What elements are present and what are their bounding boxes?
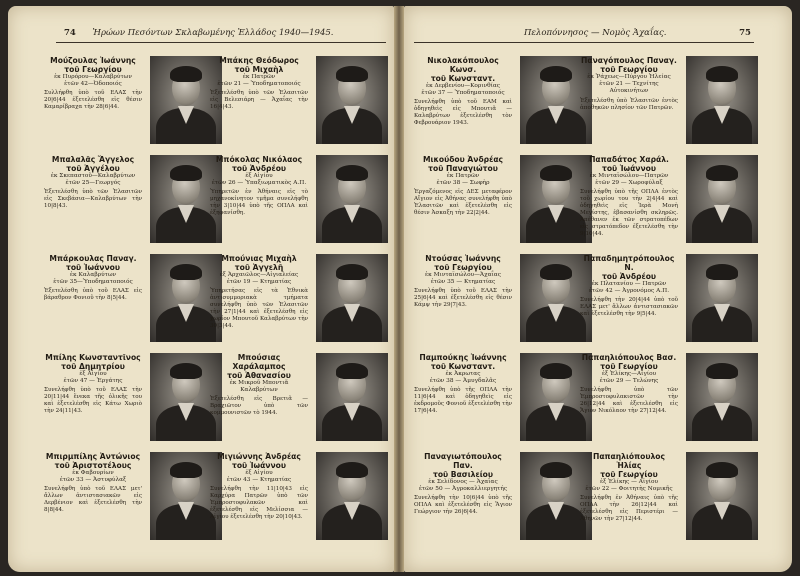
origin: ἐκ Φαβουρίων bbox=[72, 470, 114, 476]
biography: Συνελήφθη ὑπὸ τοῦ ΕΑΜ καὶ ὁδηγηθεὶς εἰς Μπουτιᾶ — Καλαβρύτων ἐξετελέσθη τὸν Φεβρουάριον 1943. bbox=[414, 99, 512, 127]
age-occupation: ἐτῶν 26 — Ὑπαξιωματικὸς Α.Π. bbox=[211, 180, 307, 187]
age-occupation: ἐτῶν 42—Ὀδοποιός bbox=[64, 81, 122, 88]
age-occupation: ἐτῶν 29 — Χωροφύλαξ bbox=[595, 180, 663, 187]
origin: ἐκ Σελίδονος — Ἀχαΐας bbox=[428, 479, 498, 485]
father-name: τοῦ Γεωργίου bbox=[600, 362, 658, 371]
biography: Ὑπηρετῶν ἐν Ἀθήναις εἰς τὸ μηχανοκίνητον τμῆμα συνελήφθη τὴν 3|10|44 ὑπὸ τῆς ΟΠΛΑ καὶ ἐξηφανίσθη. bbox=[210, 189, 308, 217]
person-name: Παπαηλιόπουλος Ἠλίας bbox=[592, 452, 666, 470]
age-occupation: ἐτῶν 47 — Ἐργάτης bbox=[63, 378, 123, 385]
father-name: τοῦ Ἀγγελῆ bbox=[234, 263, 284, 272]
person-name: Μπιρμπίλης Ἀντώνιος bbox=[45, 452, 141, 461]
portrait-photo bbox=[316, 254, 388, 342]
age-occupation: ἐτῶν 29 — Τελώνης bbox=[599, 378, 659, 385]
entry-text bbox=[414, 56, 512, 127]
biography: Ἐξετελέσθη ὑπὸ τῶν Ἐλασιτῶν εἰς Βελεσιάρη — Ἀχαΐας τὴν 16|4|43. bbox=[210, 90, 308, 111]
memorial-entry bbox=[44, 155, 228, 247]
person-name: Μπούσιας Χαράλαμπος bbox=[232, 353, 286, 371]
person-name: Μπάκης Θεόδωρος bbox=[219, 56, 299, 65]
father-name: τοῦ Γεωργίου bbox=[600, 65, 658, 74]
origin: ἐκ Δερβενίου—Κορινθίας bbox=[425, 83, 501, 89]
entry-text bbox=[414, 452, 512, 516]
portrait-photo bbox=[686, 452, 758, 540]
memorial-entry bbox=[580, 155, 764, 247]
father-name: τοῦ Ἰωάννου bbox=[601, 164, 656, 173]
father-name: τοῦ Γεωργίου bbox=[600, 470, 658, 479]
memorial-entry bbox=[210, 56, 394, 148]
origin: ἐκ Μικροῦ Μποντιᾶ bbox=[229, 380, 289, 386]
portrait-photo bbox=[316, 56, 388, 144]
father-name: τοῦ Ἰωάννου bbox=[231, 461, 286, 470]
age-occupation: ἐτῶν 19 — Κτηματίας bbox=[226, 279, 292, 286]
age-occupation: ἐτῶν 38 — Σωφὴρ bbox=[436, 180, 490, 187]
entry-text bbox=[210, 353, 308, 417]
origin: ἐξ Αἰγίου bbox=[79, 371, 107, 377]
person-name: Παναγόπουλος Παναγ. bbox=[581, 56, 677, 65]
memorial-entry bbox=[414, 254, 598, 346]
running-title-left: Ἡρώων Πεσόντων Σκλαβωμένης Ἑλλάδος 1940—1945. bbox=[92, 28, 334, 38]
father-name: τοῦ Κωνσταντ. bbox=[430, 74, 496, 83]
biography: Ἐξετελέσθη ὑπὸ τοῦ ΕΛΑΣ εἰς βάραθρον Φονιοῦ τὴν 8|5|44. bbox=[44, 288, 142, 302]
origin: ἐκ Μινταϊσώλου—Ἀχαΐας bbox=[425, 272, 501, 278]
biography: Ὑπηρετήσας εἰς τὰ Ἐθνικὰ ἀντισυμμοριακὰ τμήματα συνελήφθη ὑπὸ τῶν Ἐλασιτῶν τὴν 27|1|44 καὶ ἐξετελέσθη εἰς χωρίον Μπουτοῦ Καλαβρύτων τὴν 30|3|44. bbox=[210, 288, 308, 330]
father-name: τοῦ Βασιλείου bbox=[432, 470, 494, 479]
age-occupation: ἐτῶν 42 — Ἀγρονόμος Α.Π. bbox=[588, 288, 670, 295]
entry-text bbox=[580, 155, 678, 238]
father-name: τοῦ Κωνσταντ. bbox=[430, 362, 496, 371]
origin: ἐκ Σκεπαστοῦ—Καλαβρύτων bbox=[50, 173, 136, 179]
memorial-entry bbox=[44, 56, 228, 148]
father-name: τοῦ Ἰωάννου bbox=[65, 263, 120, 272]
age-occupation: ἐτῶν 43 — Κτηματίας bbox=[226, 477, 292, 484]
memorial-entry bbox=[580, 452, 764, 544]
person-name: Μπούνιας Μιχαὴλ bbox=[221, 254, 297, 263]
portrait-photo bbox=[686, 155, 758, 243]
person-name: Παμπούκης Ἰωάννης bbox=[419, 353, 507, 362]
person-name: Παπαδάτος Χαράλ. bbox=[589, 155, 669, 164]
origin: ἐκ Ῥάχεως—Πύργου Ἠλείας bbox=[587, 74, 671, 80]
person-name: Παναγιωτόπουλος Παν. bbox=[424, 452, 502, 470]
person-name: Μούζουλας Ἰωάννης bbox=[50, 56, 136, 65]
person-name: Παπαδημητρόπουλος Ν. bbox=[583, 254, 675, 272]
header-rule-left bbox=[56, 42, 386, 43]
biography: Συνελήφθη ὑπὸ τῆς ΟΠΛΑ ἐντὸς τοῦ χωρίου του τὴν 2|4|44 καὶ ὁδηγηθεὶς εἰς Ἱερὰ Μονὴ Μεγίστης, ἐβασανίσθη σκληρῶς. Ἀπέθανεν ἐκ τῶν στρατοπέδων εἰς στρατόπεδον ἐξετελέσθη τὴν 9|10|44. bbox=[580, 189, 678, 238]
entry-text bbox=[44, 56, 142, 111]
memorial-entry bbox=[580, 254, 764, 346]
memorial-entry bbox=[414, 56, 598, 148]
biography: Συνελήφθη ὑπὸ τοῦ ΕΛΑΣ τὴν 25|6|44 καὶ ἐξετελέσθη εἰς θέσιν Κάμψ τὴν 29|7|43. bbox=[414, 288, 512, 309]
memorial-entry bbox=[414, 353, 598, 445]
biography: Συνελήφθη ὑπὸ τῆς ΟΠΛΑ τὴν 11|6|44 καὶ ὁδηγηθεὶς εἰς ἐκδρομοῦς Φονιοῦ ἐξετελέσθη τὴν 17|6|44. bbox=[414, 387, 512, 415]
header-rule-right bbox=[414, 42, 754, 43]
memorial-entry bbox=[210, 254, 394, 346]
entry-text bbox=[580, 254, 678, 318]
age-occupation: ἐτῶν 38 — Ἀμυγδαλᾶς bbox=[429, 378, 497, 385]
entry-text bbox=[44, 254, 142, 302]
origin: ἐξ Αἰγίου bbox=[245, 173, 273, 179]
age-occupation: Καλαβρύτων bbox=[240, 387, 278, 394]
portrait-photo bbox=[686, 56, 758, 144]
memorial-entry bbox=[210, 155, 394, 247]
biography: Συνελήφθη ὑπὸ τῶν Ἐμπροστοφυλακιστῶν τὴν 26|12|44 καὶ ἐξετελέσθη εἰς Ἄγιον Νικόλαον τὴν 27|12|44. bbox=[580, 387, 678, 415]
origin: ἐκ Καλαβρύτων bbox=[69, 272, 117, 278]
biography: Συλλήφθη ὑπὸ τοῦ ΕΛΑΣ τὴν 20|6|44 ἐξετελέσθη εἰς θέσιν Καμαρίβραχα τὴν 28|6|44. bbox=[44, 90, 142, 111]
memorial-entry bbox=[210, 353, 394, 445]
father-name: τοῦ Ἀγγέλου bbox=[66, 164, 120, 173]
memorial-entry bbox=[44, 452, 228, 544]
biography: Ἐργαζόμενος εἰς ΔΕΣ μεταφέρον Αἴγιον εἰς Ἀθήνας συνελήφθη ὑπὸ Ἐλασιτῶν καὶ ἐξετελέσθη εἰς θέσιν Ἀσκαξη τὴν 22|2|44. bbox=[414, 189, 512, 217]
origin: ἐκ Μινταϊσώλου—Πατρῶν bbox=[589, 173, 669, 179]
age-occupation: ἐτῶν 21 — Ὑποδηματοποιός bbox=[217, 81, 301, 88]
memorial-entry bbox=[414, 155, 598, 247]
age-occupation: ἐτῶν 21 — Τεχνίτης Αὐτοκινήτων bbox=[599, 81, 659, 95]
book-gutter bbox=[394, 6, 404, 572]
entry-text bbox=[44, 155, 142, 210]
father-name: τοῦ Ἀνδρέου bbox=[231, 164, 287, 173]
left-page-header bbox=[64, 28, 333, 38]
origin: ἐκ Πατρῶν bbox=[242, 74, 276, 80]
memorial-entry bbox=[44, 353, 228, 445]
biography: Συνελήφθη τὴν 20|4|44 ὑπὸ τοῦ ΕΛΑΣ μετ' ἄλλων ἀντιστασιακῶν καὶ ἐξετελέσθη τὴν 9|5|44. bbox=[580, 297, 678, 318]
running-title-right: Πελοπόννησος — Νομὸς Ἀχαΐας. bbox=[524, 28, 667, 38]
origin: ἐξ Ἀρχαιῶλος—Αἰγιαλείας bbox=[219, 272, 299, 278]
entry-text bbox=[210, 155, 308, 217]
portrait-photo bbox=[316, 353, 388, 441]
biography: Συνελήφθη τὴν 11|10|43 εἰς Καρχύρα Πατρῶν ὑπὸ τῶν Ἐμπροστοφυλακῶν καὶ ἐξετελέσθη εἰς Μελίσσια — Αἰγίου ἐξετελέσθη τὴν 20|10|43. bbox=[210, 486, 308, 521]
person-name: Παπαηλιόπουλος Βασ. bbox=[581, 353, 677, 362]
biography: Συνελήφθη ἐν Ἀθήναις ὑπὸ τῆς ΟΠΛΑ τὴν 26|12|44 καὶ ἐξετελέσθη εἰς Περιστέρι — Ἀθηνῶν τὴν 27|12|44. bbox=[580, 495, 678, 523]
entry-text bbox=[580, 56, 678, 112]
entry-text bbox=[44, 353, 142, 415]
biography: Ἐξετελέσθη ὑπὸ Ἐλασιτῶν ἐντὸς ἀποθηκῶν πλησίον τῶν Πατρῶν. bbox=[580, 97, 678, 111]
memorial-entry bbox=[580, 353, 764, 445]
entry-text bbox=[44, 452, 142, 514]
memorial-entry bbox=[210, 452, 394, 544]
father-name: τοῦ Μιχαὴλ bbox=[234, 65, 284, 74]
age-occupation: ἐτῶν 35 — Κτηματίας bbox=[430, 279, 496, 286]
person-name: Νικολακόπουλος Κωνσ. bbox=[427, 56, 499, 74]
father-name: τοῦ Ἀθανασίου bbox=[227, 371, 291, 380]
father-name: τοῦ Δημητρίου bbox=[61, 362, 125, 371]
person-name: Μιγιώννης Ἀνδρέας bbox=[217, 452, 301, 461]
father-name: τοῦ Παναγιώτου bbox=[428, 164, 498, 173]
age-occupation: ἐτῶν 25—Γεωργός bbox=[65, 180, 121, 187]
biography: Ἐξετελέσθη ὑπὸ τῶν Ἐλασιτῶν εἰς Σκεβάσια—Καλαβρύτων τὴν 10|8|43. bbox=[44, 189, 142, 210]
father-name: τοῦ Ἀριστοτέλους bbox=[54, 461, 132, 470]
entry-text bbox=[414, 155, 512, 217]
portrait-photo bbox=[686, 353, 758, 441]
origin: ἐκ Πλατανίου — Πατρῶν bbox=[591, 281, 667, 287]
memorial-entry bbox=[580, 56, 764, 148]
father-name: τοῦ Γεωργίου bbox=[434, 263, 492, 272]
page-number-left: 74 bbox=[64, 28, 76, 38]
entry-text bbox=[210, 452, 308, 521]
biography: Συνελήφθη ὑπὸ τοῦ ΕΛΑΣ τὴν 20|11|44 ἕνεκα τῆς ὁλικῆς του καὶ ἐξετελέσθη εἰς Κάτω Χωριὸ τὴν 24|11|43. bbox=[44, 387, 142, 415]
origin: ἐξ Αἰγίου bbox=[245, 470, 273, 476]
origin: ἐκ Ἀκρωτας bbox=[445, 371, 481, 377]
age-occupation: ἐτῶν 50 — Ἀγροκαλλιεργητής bbox=[418, 486, 508, 493]
entry-text bbox=[580, 452, 678, 523]
memorial-entry bbox=[414, 452, 598, 544]
person-name: Μπόκολας Νικόλαος bbox=[215, 155, 303, 164]
portrait-photo bbox=[316, 155, 388, 243]
page-number-right: 75 bbox=[739, 28, 751, 38]
right-page-header bbox=[524, 28, 751, 38]
entry-text bbox=[414, 353, 512, 415]
entry-text bbox=[210, 254, 308, 330]
origin: ἐξ Ἑλίκης — Αἰγίου bbox=[599, 479, 658, 485]
origin: ἐξ Ἑλίκης—Αἰγίου bbox=[601, 371, 657, 377]
biography: Συνελήφθη τὴν 10|6|44 ὑπὸ τῆς ΟΠΛΑ καὶ ἐξετελέσθη εἰς Ἅγιον Γεώργιον τὴν 26|6|44. bbox=[414, 495, 512, 516]
age-occupation: ἐτῶν 22 — Φοιτητὴς Νομικῆς bbox=[585, 486, 673, 493]
entry-text bbox=[210, 56, 308, 111]
father-name: τοῦ Ἀνδρέου bbox=[601, 272, 657, 281]
person-name: Μπαλαλᾶς Ἄγγελος bbox=[51, 155, 135, 164]
portrait-photo bbox=[316, 452, 388, 540]
person-name: Μπίλης Κωνσταντῖνος bbox=[45, 353, 141, 362]
origin: ἐκ Πατρῶν bbox=[446, 173, 480, 179]
father-name: τοῦ Γεωργίου bbox=[64, 65, 122, 74]
age-occupation: ἐτῶν 33 — Ἀστυφύλαξ bbox=[59, 477, 127, 484]
person-name: Ντούσας Ἰωάννης bbox=[425, 254, 501, 263]
origin: ἐκ Πυρόρου—Καλαβρύτων bbox=[54, 74, 132, 80]
person-name: Μικούδου Ἀνδρέας bbox=[422, 155, 504, 164]
memorial-entry bbox=[44, 254, 228, 346]
person-name: Μπάρκουλας Παναγ. bbox=[49, 254, 137, 263]
age-occupation: ἐτῶν 37 — Ὑποδηματοποιός bbox=[421, 90, 505, 97]
entry-text bbox=[414, 254, 512, 309]
entry-text bbox=[580, 353, 678, 415]
portrait-photo bbox=[686, 254, 758, 342]
biography: Συνελήφθη ὑπὸ τοῦ ΕΛΑΣ μετ' ἄλλων ἀντιστασιακῶν εἰς Δερβένιον καὶ ἐξετελέσθη τὴν 8|8|44. bbox=[44, 486, 142, 514]
biography: Ἐξετελέσθη εἰς Βρετιᾶ — Βραχιῶτον ὑπὸ τῶν κομμουνιστῶν τὸ 1944. bbox=[210, 396, 308, 417]
age-occupation: ἐτῶν 35—Ὑποδηματοποιός bbox=[53, 279, 133, 286]
